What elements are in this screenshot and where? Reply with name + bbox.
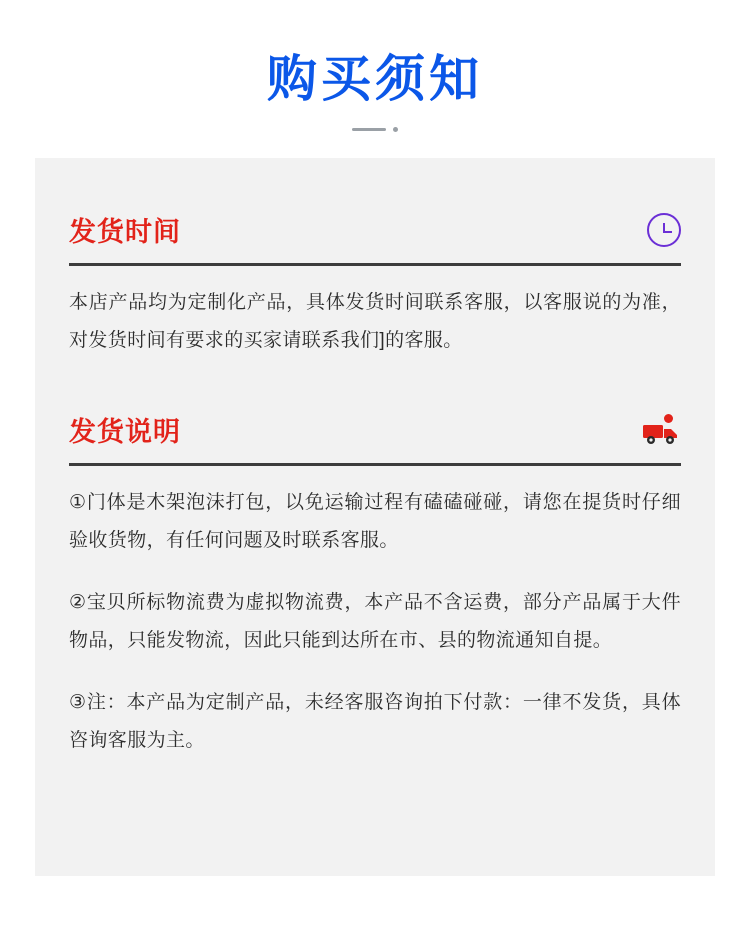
shipping-time-paragraph-1: 本店产品均为定制化产品，具体发货时间联系客服，以客服说的为准，对发货时间有要求的买家请联系我们]的客服。 xyxy=(69,292,681,351)
section-spacer xyxy=(69,366,681,410)
section-header xyxy=(69,410,681,463)
section-title-shipping-notes: 发货说明 xyxy=(69,417,181,447)
divider-bar xyxy=(352,128,386,131)
shipping-notes-paragraph-2: ②宝贝所标物流费为虚拟物流费，本产品不含运费，部分产品属于大件物品，只能发物流，因此只能到达所在市、县的物流通知自提。 xyxy=(69,592,681,651)
section-divider xyxy=(69,263,681,266)
notice-card xyxy=(35,158,715,876)
section-title-shipping-time: 发货时间 xyxy=(69,217,181,247)
section-divider xyxy=(69,463,681,466)
title-divider xyxy=(0,127,750,132)
section-shipping-time xyxy=(69,210,681,360)
shipping-notes-paragraph-1: ①门体是木架泡沫打包，以免运输过程有磕磕碰碰，请您在提货时仔细验收货物，有任何问题及时联系客服。 xyxy=(69,492,681,551)
section-header xyxy=(69,210,681,263)
divider-dot xyxy=(393,127,398,132)
delivery-truck-icon xyxy=(641,414,681,446)
page-header xyxy=(0,0,750,132)
page-title: 购买须知 xyxy=(267,51,483,107)
shipping-notes-paragraph-3: ③注：本产品为定制产品，未经客服咨询拍下付款：一律不发货，具体咨询客服为主。 xyxy=(69,692,681,751)
clock-icon xyxy=(647,213,681,247)
section-shipping-notes xyxy=(69,410,681,760)
